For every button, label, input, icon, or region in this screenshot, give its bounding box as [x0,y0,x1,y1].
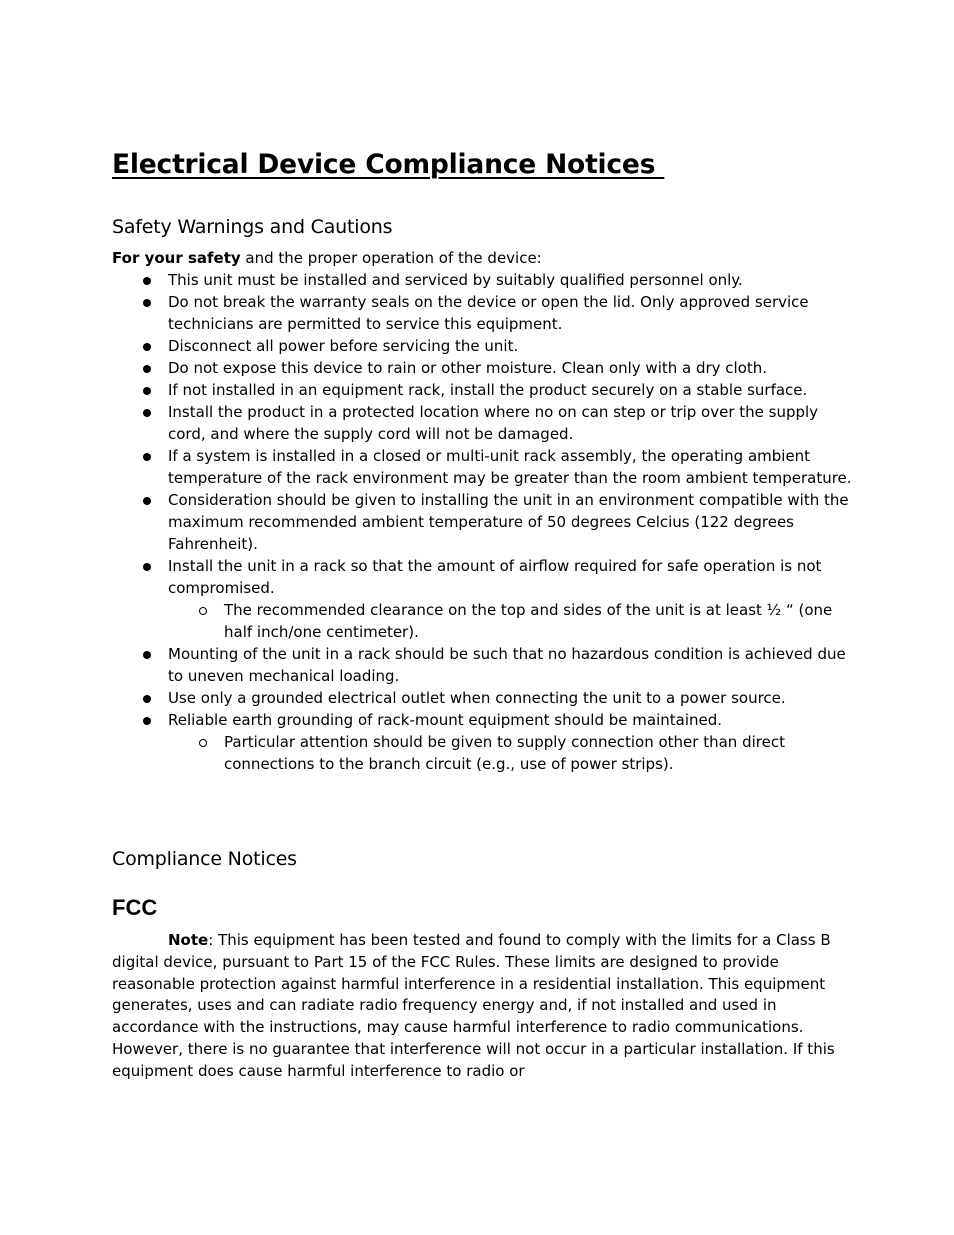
list-item [112,445,852,489]
bullet-icon [140,357,154,379]
bullet-icon [140,335,154,357]
sub-list-item [112,599,852,643]
list-item [112,709,852,731]
list-item [112,291,852,335]
hollow-bullet-icon [197,731,209,753]
bullet-icon [140,643,154,665]
list-item-text: Reliable earth grounding of rack-mount equipment should be maintained. [168,711,723,729]
bullet-icon [140,445,154,467]
sub-list-item [112,731,852,775]
compliance-heading: Compliance Notices [112,848,297,870]
list-item-text: If a system is installed in a closed or multi-unit rack assembly, the operating ambient temperature of the rack environment may be greater than the room ambient temperature. [168,447,852,487]
list-item [112,269,852,291]
safety-intro-text: and the proper operation of the device: [240,249,542,267]
sub-list-item-text: Particular attention should be given to supply connection other than direct connections to the branch circuit (e.g., use of power strips). [224,733,785,773]
safety-intro [112,247,542,269]
sub-list-item-text: The recommended clearance on the top and sides of the unit is at least ½ “ (one half inch/one centimeter). [224,601,833,641]
bullet-icon [140,379,154,401]
list-item [112,687,852,709]
list-item-text: Use only a grounded electrical outlet when connecting the unit to a power source. [168,689,786,707]
page-title: Electrical Device Compliance Notices [112,149,665,180]
list-item [112,555,852,599]
list-item-text: Do not expose this device to rain or other moisture. Clean only with a dry cloth. [168,359,768,377]
list-item-text: Disconnect all power before servicing the unit. [168,337,519,355]
hollow-bullet-icon [197,599,209,621]
list-item-text: Do not break the warranty seals on the device or open the lid. Only approved service technicians are permitted to service this equipment. [168,293,809,333]
list-item [112,643,852,687]
list-item-text: Consideration should be given to installing the unit in an environment compatible with the maximum recommended ambient temperature of 50 degrees Celcius (122 degrees Fahrenheit). [168,491,849,553]
fcc-note-label: Note [168,931,209,949]
bullet-icon [140,401,154,423]
bullet-icon [140,709,154,731]
fcc-heading: FCC [112,895,158,920]
fcc-note-text: : This equipment has been tested and found to comply with the limits for a Class B digital device, pursuant to Part 15 of the FCC Rules. These limits are designed to provide reasonable protection against harmful interference in a residential installation. This equipment generates, uses and can radiate radio frequency energy and, if not installed and used in accordance with the instructions, may cause harmful interference to radio communications. However, there is no guarantee that interference will not occur in a particular installation. If this equipment does cause harmful interference to radio or [112,931,835,1080]
list-item-text: Mounting of the unit in a rack should be such that no hazardous condition is achieved due to uneven mechanical loading. [168,645,846,685]
bullet-icon [140,555,154,577]
bullet-icon [140,687,154,709]
bullet-icon [140,291,154,313]
fcc-note-paragraph [112,930,847,1083]
list-item [112,401,852,445]
safety-heading: Safety Warnings and Cautions [112,216,393,238]
list-item-text: This unit must be installed and serviced by suitably qualified personnel only. [168,271,743,289]
bullet-icon [140,269,154,291]
list-item [112,489,852,555]
list-item-text: If not installed in an equipment rack, install the product securely on a stable surface. [168,381,808,399]
safety-intro-bold: For your safety [112,249,241,267]
list-item [112,357,852,379]
safety-list [112,269,852,775]
list-item-text: Install the unit in a rack so that the amount of airflow required for safe operation is not compromised. [168,557,822,597]
bullet-icon [140,489,154,511]
list-item [112,335,852,357]
list-item-text: Install the product in a protected location where no on can step or trip over the supply cord, and where the supply cord will not be damaged. [168,403,819,443]
list-item [112,379,852,401]
